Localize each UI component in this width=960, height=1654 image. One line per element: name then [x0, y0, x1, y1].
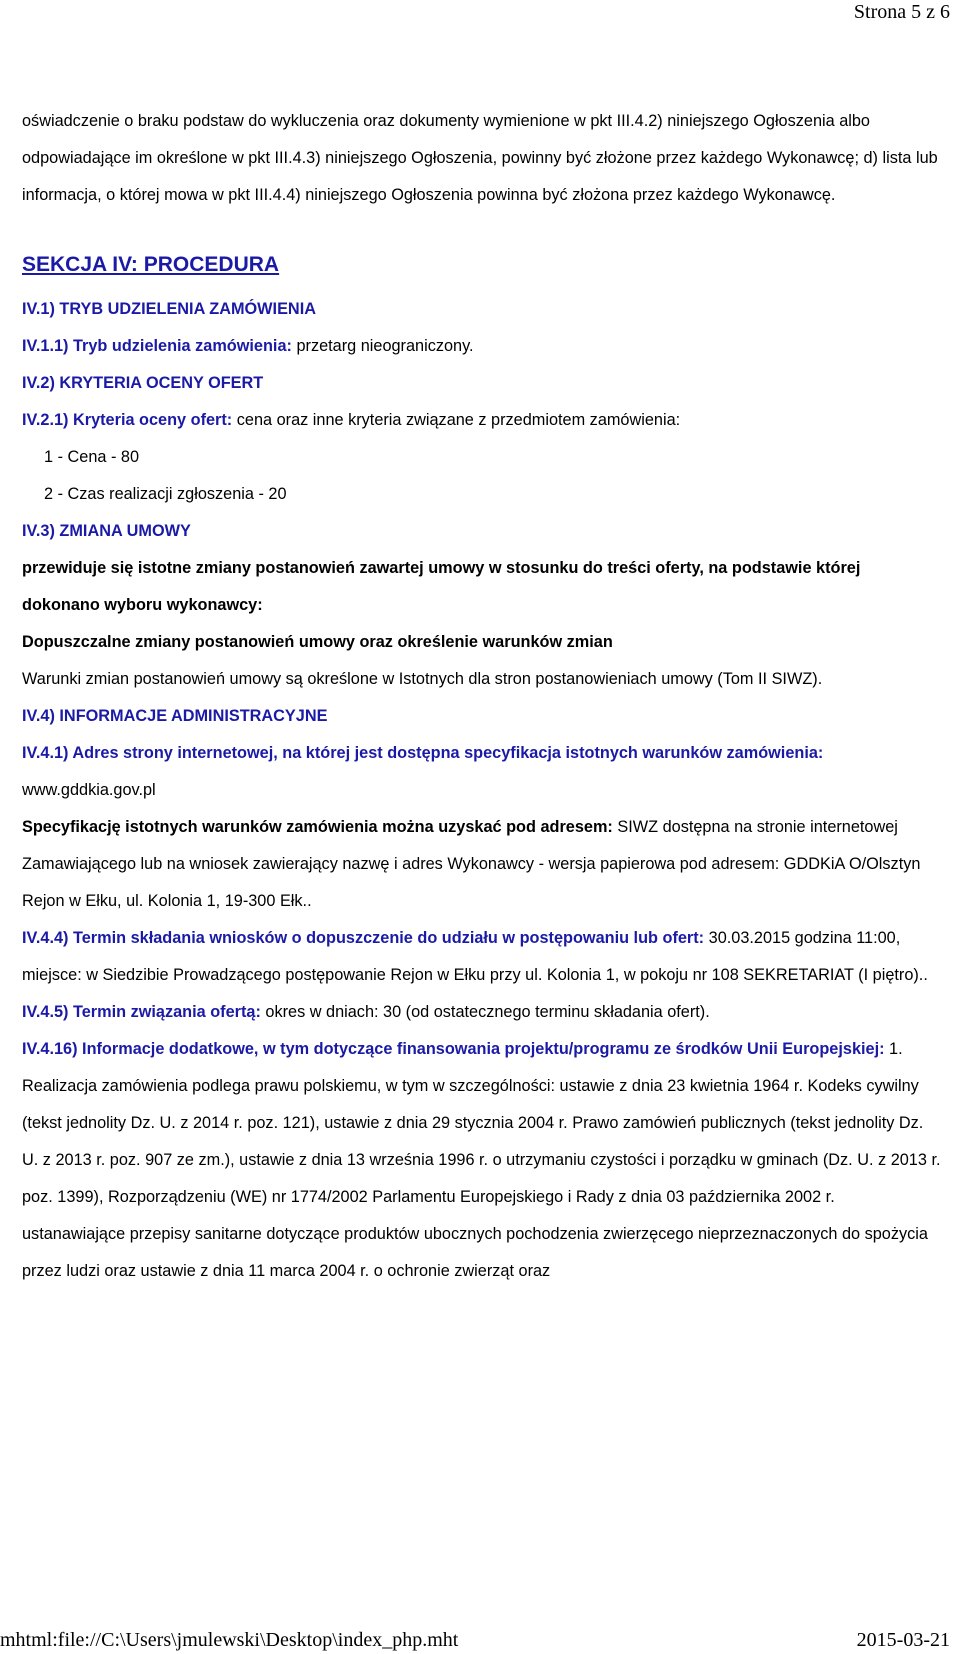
- iv3-text: Warunki zmian postanowień umowy są określone w Istotnych dla stron postanowieniach umowy (Tom II SIWZ).: [22, 670, 823, 688]
- iv4-4-value: 30.03.2015 godzina 11:00, miejsce: w Siedzibie Prowadzącego postępowanie Rejon w Ełku przy ul. Kolonia 1, w pokoju nr 108 SEKRETARIAT (I piętro)..: [22, 929, 928, 984]
- siwz-label: Specyfikację istotnych warunków zamówienia można uzyskać pod adresem:: [22, 818, 613, 836]
- iv3-subheading: Dopuszczalne zmiany postanowień umowy oraz określenie warunków zmian: [22, 633, 613, 651]
- section-title: SEKCJA IV: PROCEDURA: [22, 253, 280, 276]
- iv4-1-paragraph: [22, 735, 942, 809]
- iv4-5-label: IV.4.5) Termin związania ofertą:: [22, 1003, 261, 1021]
- iv4-4-paragraph: [22, 920, 942, 994]
- iv1-1-value: przetarg nieograniczony.: [291, 337, 474, 355]
- intro-paragraph: oświadczenie o braku podstaw do wykluczenia oraz dokumenty wymienione w pkt III.4.2) niniejszego Ogłoszenia albo odpowiadające im określone w pkt III.4.3) niniejszego Ogłoszenia, powinny być złożone przez każdego Wykonawcę; d) lista lub informacja, o której mowa w pkt III.4.4) niniejszego Ogłoszenia powinna być złożona przez każdego Wykonawcę.: [22, 112, 938, 204]
- iv4-heading: IV.4) INFORMACJE ADMINISTRACYJNE: [22, 707, 328, 725]
- iv2-1-label: IV.2.1) Kryteria oceny ofert:: [22, 411, 233, 429]
- document-body: [22, 103, 942, 1290]
- iv4-4-label: IV.4.4) Termin składania wniosków o dopuszczenie do udziału w postępowaniu lub ofert:: [22, 929, 705, 947]
- footer-path: mhtml:file://C:\Users\jmulewski\Desktop\index_php.mht: [0, 1629, 459, 1651]
- criterion-1: 1 - Cena - 80: [44, 448, 140, 466]
- iv2-heading: IV.2) KRYTERIA OCENY OFERT: [22, 374, 264, 392]
- iv4-5-paragraph: [22, 994, 942, 1031]
- iv4-16-value: 1. Realizacja zamówienia podlega prawu polskiemu, w tym w szczególności: ustawie z dnia 23 kwietnia 1964 r. Kodeks cywilny (tekst jednolity Dz. U. z 2014 r. poz. 121), ustawie z dnia 29 stycznia 2004 r. Prawo zamówień publicznych (tekst jednolity Dz. U. z 2013 r. poz. 907 ze zm.), ustawie z dnia 13 września 1996 r. o utrzymaniu czystości i porządku w gminach (Dz. U. z 2013 r. poz. 1399), Rozporządzeniu (WE) nr 1774/2002 Parlamentu Europejskiego i Rady z dnia 03 października 2002 r. ustanawiające przepisy sanitarne dotyczące produktów ubocznych pochodzenia zwierzęcego nieprzeznaczonych do spożycia przez ludzi oraz ustawie z dnia 11 marca 2004 r. o ochronie zwierząt oraz: [22, 1040, 941, 1280]
- iv4-16-paragraph: [22, 1031, 942, 1290]
- iv3-heading: IV.3) ZMIANA UMOWY: [22, 522, 191, 540]
- footer-date: 2015-03-21: [856, 1629, 950, 1651]
- page-number: Strona 5 z 6: [853, 1, 950, 23]
- iv1-1-line: [22, 328, 942, 365]
- criterion-2: 2 - Czas realizacji zgłoszenia - 20: [44, 485, 287, 503]
- iv4-1-label: IV.4.1) Adres strony internetowej, na której jest dostępna specyfikacja istotnych warunków zamówienia:: [22, 744, 824, 762]
- iv4-1-value: www.gddkia.gov.pl: [22, 781, 156, 799]
- siwz-paragraph: [22, 809, 942, 920]
- iv2-1-line: [22, 402, 942, 439]
- iv1-1-label: IV.1.1) Tryb udzielenia zamówienia:: [22, 337, 292, 355]
- iv2-1-value: cena oraz inne kryteria związane z przedmiotem zamówienia:: [232, 411, 681, 429]
- iv1-heading: IV.1) TRYB UDZIELENIA ZAMÓWIENIA: [22, 300, 316, 318]
- siwz-value: SIWZ dostępna na stronie internetowej Zamawiającego lub na wniosek zawierający nazwę i adres Wykonawcy - wersja papierowa pod adresem: GDDKiA O/Olsztyn Rejon w Ełku, ul. Kolonia 1, 19-300 Ełk..: [22, 818, 921, 910]
- iv4-5-value: okres w dniach: 30 (od ostatecznego terminu składania ofert).: [260, 1003, 710, 1021]
- iv3-bold-text: przewiduje się istotne zmiany postanowień zawartej umowy w stosunku do treści oferty, na podstawie której dokonano wyboru wykonawcy:: [22, 559, 861, 614]
- iv4-16-label: IV.4.16) Informacje dodatkowe, w tym dotyczące finansowania projektu/programu ze środków Unii Europejskiej:: [22, 1040, 885, 1058]
